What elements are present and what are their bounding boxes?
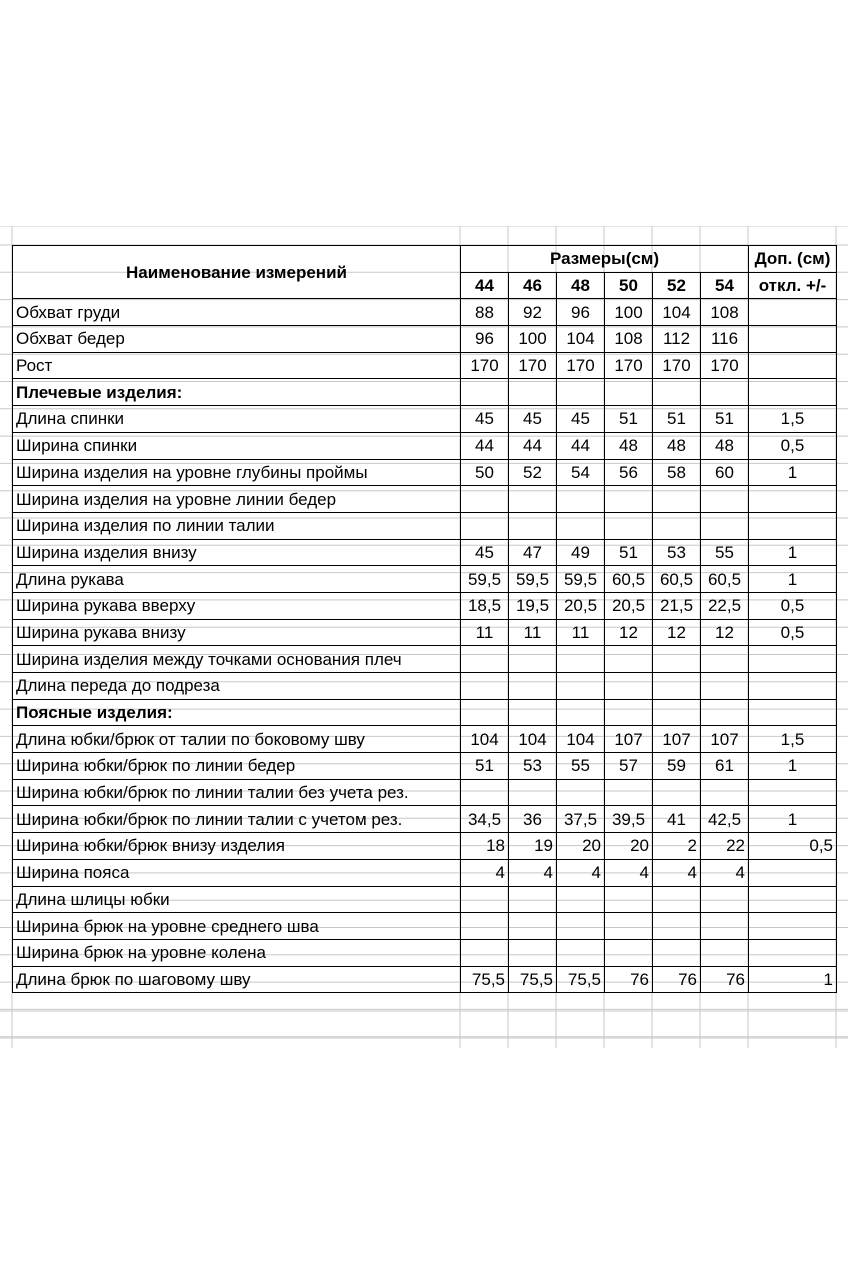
size-value-cell: 51 — [701, 406, 749, 433]
table-row — [13, 326, 837, 353]
size-value-cell: 48 — [701, 432, 749, 459]
size-value-cell — [653, 699, 701, 726]
size-value-cell: 22 — [701, 833, 749, 860]
size-value-cell: 104 — [509, 726, 557, 753]
size-value-cell — [557, 699, 605, 726]
size-value-cell — [509, 379, 557, 406]
size-value-cell: 44 — [461, 432, 509, 459]
measurement-name: Ширина юбки/брюк по линии бедер — [13, 753, 461, 780]
measurement-name: Плечевые изделия: — [13, 379, 461, 406]
header-tolerance-title: Доп. (см) — [749, 246, 837, 273]
size-value-cell: 19 — [509, 833, 557, 860]
size-value-cell: 12 — [605, 619, 653, 646]
measurement-name: Поясные изделия: — [13, 699, 461, 726]
size-value-cell: 108 — [605, 326, 653, 353]
size-value-cell — [605, 379, 653, 406]
size-value-cell — [461, 699, 509, 726]
size-value-cell — [605, 512, 653, 539]
size-value-cell: 2 — [653, 833, 701, 860]
table-row — [13, 379, 837, 406]
header-size: 54 — [701, 272, 749, 299]
size-value-cell: 18 — [461, 833, 509, 860]
measurement-name: Ширина юбки/брюк по линии талии с учетом рез. — [13, 806, 461, 833]
size-value-cell — [557, 939, 605, 966]
size-value-cell: 51 — [605, 539, 653, 566]
size-value-cell — [461, 379, 509, 406]
size-value-cell — [461, 886, 509, 913]
size-value-cell — [653, 512, 701, 539]
size-value-cell: 37,5 — [557, 806, 605, 833]
table-row — [13, 459, 837, 486]
tolerance-cell — [749, 379, 837, 406]
size-value-cell: 92 — [509, 299, 557, 326]
measurement-name: Длина спинки — [13, 406, 461, 433]
size-value-cell — [653, 913, 701, 940]
size-value-cell — [701, 913, 749, 940]
tolerance-cell — [749, 299, 837, 326]
tolerance-cell — [749, 886, 837, 913]
tolerance-cell: 1 — [749, 806, 837, 833]
table-row — [13, 592, 837, 619]
measurement-name: Ширина юбки/брюк внизу изделия — [13, 833, 461, 860]
table-row — [13, 806, 837, 833]
table-row — [13, 512, 837, 539]
size-value-cell — [557, 779, 605, 806]
tolerance-cell — [749, 352, 837, 379]
size-value-cell — [509, 673, 557, 700]
size-value-cell — [653, 939, 701, 966]
size-value-cell — [557, 913, 605, 940]
size-value-cell: 96 — [461, 326, 509, 353]
size-value-cell — [605, 939, 653, 966]
size-value-cell: 59,5 — [461, 566, 509, 593]
size-value-cell: 76 — [653, 966, 701, 993]
size-value-cell: 170 — [509, 352, 557, 379]
size-value-cell: 107 — [653, 726, 701, 753]
size-value-cell — [653, 646, 701, 673]
measurement-name: Обхват бедер — [13, 326, 461, 353]
tolerance-cell: 1 — [749, 753, 837, 780]
tolerance-cell — [749, 512, 837, 539]
size-value-cell — [509, 646, 557, 673]
header-size: 48 — [557, 272, 605, 299]
size-value-cell: 107 — [701, 726, 749, 753]
size-value-cell — [701, 673, 749, 700]
measurement-name: Ширина изделия между точками основания плеч — [13, 646, 461, 673]
tolerance-cell — [749, 673, 837, 700]
measurement-name: Ширина рукава вверху — [13, 592, 461, 619]
size-value-cell: 58 — [653, 459, 701, 486]
size-value-cell: 88 — [461, 299, 509, 326]
size-value-cell — [701, 939, 749, 966]
size-value-cell: 59 — [653, 753, 701, 780]
size-value-cell: 11 — [461, 619, 509, 646]
tolerance-cell — [749, 699, 837, 726]
table-row — [13, 699, 837, 726]
size-value-cell: 55 — [701, 539, 749, 566]
size-value-cell: 12 — [653, 619, 701, 646]
size-value-cell: 170 — [701, 352, 749, 379]
size-value-cell: 61 — [701, 753, 749, 780]
size-value-cell: 49 — [557, 539, 605, 566]
measurement-name: Длина рукава — [13, 566, 461, 593]
size-value-cell — [605, 886, 653, 913]
size-value-cell: 4 — [557, 859, 605, 886]
tolerance-cell: 1 — [749, 539, 837, 566]
tolerance-cell — [749, 939, 837, 966]
tolerance-cell: 0,5 — [749, 592, 837, 619]
size-value-cell: 42,5 — [701, 806, 749, 833]
measurement-name: Длина брюк по шаговому шву — [13, 966, 461, 993]
header-sizes-title: Размеры(см) — [461, 246, 749, 273]
size-value-cell: 75,5 — [509, 966, 557, 993]
table-row — [13, 886, 837, 913]
size-value-cell: 76 — [701, 966, 749, 993]
size-value-cell: 4 — [461, 859, 509, 886]
header-tolerance-sub: откл. +/- — [749, 272, 837, 299]
measurement-name: Длина шлицы юбки — [13, 886, 461, 913]
size-value-cell — [701, 646, 749, 673]
size-value-cell — [509, 512, 557, 539]
size-value-cell: 170 — [653, 352, 701, 379]
size-value-cell — [653, 486, 701, 513]
header-size: 46 — [509, 272, 557, 299]
measurement-name: Ширина спинки — [13, 432, 461, 459]
size-value-cell — [701, 512, 749, 539]
size-value-cell: 116 — [701, 326, 749, 353]
size-value-cell: 60,5 — [605, 566, 653, 593]
size-value-cell: 56 — [605, 459, 653, 486]
tolerance-cell: 0,5 — [749, 833, 837, 860]
size-value-cell — [701, 379, 749, 406]
size-value-cell: 104 — [653, 299, 701, 326]
size-value-cell: 41 — [653, 806, 701, 833]
size-value-cell — [605, 699, 653, 726]
table-row — [13, 726, 837, 753]
table-row — [13, 673, 837, 700]
tolerance-cell — [749, 486, 837, 513]
table-row — [13, 406, 837, 433]
size-value-cell — [461, 486, 509, 513]
size-value-cell: 51 — [653, 406, 701, 433]
table-row — [13, 539, 837, 566]
size-value-cell: 4 — [605, 859, 653, 886]
size-value-cell: 45 — [461, 539, 509, 566]
size-value-cell — [557, 512, 605, 539]
size-value-cell: 20,5 — [557, 592, 605, 619]
size-value-cell: 51 — [461, 753, 509, 780]
measurement-name: Ширина изделия на уровне линии бедер — [13, 486, 461, 513]
measurement-name: Длина переда до подреза — [13, 673, 461, 700]
size-value-cell — [461, 673, 509, 700]
tolerance-cell — [749, 326, 837, 353]
size-value-cell: 170 — [557, 352, 605, 379]
measurement-name: Ширина пояса — [13, 859, 461, 886]
size-value-cell — [509, 699, 557, 726]
measurement-name: Рост — [13, 352, 461, 379]
size-value-cell: 45 — [509, 406, 557, 433]
size-value-cell: 36 — [509, 806, 557, 833]
size-value-cell: 60,5 — [653, 566, 701, 593]
header-size: 44 — [461, 272, 509, 299]
size-value-cell: 60,5 — [701, 566, 749, 593]
size-value-cell — [653, 779, 701, 806]
size-value-cell: 4 — [701, 859, 749, 886]
size-value-cell — [653, 886, 701, 913]
size-value-cell: 47 — [509, 539, 557, 566]
tolerance-cell — [749, 646, 837, 673]
size-value-cell — [701, 886, 749, 913]
size-value-cell: 39,5 — [605, 806, 653, 833]
table-row — [13, 299, 837, 326]
size-value-cell: 59,5 — [509, 566, 557, 593]
size-value-cell — [653, 673, 701, 700]
size-value-cell: 170 — [605, 352, 653, 379]
size-value-cell: 18,5 — [461, 592, 509, 619]
size-value-cell: 20 — [557, 833, 605, 860]
size-value-cell: 22,5 — [701, 592, 749, 619]
size-value-cell — [557, 886, 605, 913]
size-value-cell — [461, 512, 509, 539]
table-row — [13, 859, 837, 886]
size-value-cell — [605, 486, 653, 513]
size-value-cell: 104 — [557, 726, 605, 753]
tolerance-cell: 1 — [749, 966, 837, 993]
measurement-table — [12, 245, 837, 993]
measurement-name: Обхват груди — [13, 299, 461, 326]
size-value-cell — [557, 486, 605, 513]
size-value-cell: 4 — [509, 859, 557, 886]
size-value-cell: 108 — [701, 299, 749, 326]
size-value-cell: 100 — [605, 299, 653, 326]
size-value-cell: 53 — [653, 539, 701, 566]
size-value-cell — [605, 646, 653, 673]
size-value-cell — [605, 673, 653, 700]
size-value-cell: 48 — [653, 432, 701, 459]
measurement-name: Длина юбки/брюк от талии по боковому шву — [13, 726, 461, 753]
measurement-name: Ширина рукава внизу — [13, 619, 461, 646]
size-value-cell: 170 — [461, 352, 509, 379]
size-value-cell: 52 — [509, 459, 557, 486]
size-value-cell: 57 — [605, 753, 653, 780]
size-value-cell: 20 — [605, 833, 653, 860]
size-value-cell: 4 — [653, 859, 701, 886]
size-value-cell — [461, 913, 509, 940]
tolerance-cell: 1,5 — [749, 726, 837, 753]
size-value-cell — [461, 646, 509, 673]
size-value-cell — [509, 779, 557, 806]
table-row — [13, 779, 837, 806]
size-value-cell: 54 — [557, 459, 605, 486]
size-value-cell: 75,5 — [461, 966, 509, 993]
measurement-name: Ширина изделия на уровне глубины проймы — [13, 459, 461, 486]
size-value-cell: 75,5 — [557, 966, 605, 993]
tolerance-cell: 1,5 — [749, 406, 837, 433]
size-value-cell: 51 — [605, 406, 653, 433]
table-row — [13, 432, 837, 459]
size-value-cell — [509, 486, 557, 513]
header-name-column: Наименование измерений — [13, 246, 461, 299]
size-value-cell — [461, 939, 509, 966]
size-value-cell — [605, 913, 653, 940]
tolerance-cell — [749, 859, 837, 886]
tolerance-cell — [749, 779, 837, 806]
size-value-cell: 76 — [605, 966, 653, 993]
size-value-cell: 44 — [557, 432, 605, 459]
table-row — [13, 833, 837, 860]
size-value-cell — [509, 913, 557, 940]
size-value-cell: 11 — [509, 619, 557, 646]
table-row — [13, 352, 837, 379]
size-value-cell — [701, 486, 749, 513]
size-value-cell: 48 — [605, 432, 653, 459]
size-value-cell: 55 — [557, 753, 605, 780]
size-value-cell: 34,5 — [461, 806, 509, 833]
size-value-cell: 44 — [509, 432, 557, 459]
size-value-cell: 21,5 — [653, 592, 701, 619]
size-value-cell: 104 — [557, 326, 605, 353]
size-value-cell: 60 — [701, 459, 749, 486]
tolerance-cell: 1 — [749, 459, 837, 486]
table-row — [13, 619, 837, 646]
size-value-cell — [509, 886, 557, 913]
tolerance-cell — [749, 913, 837, 940]
table-row — [13, 753, 837, 780]
size-value-cell: 100 — [509, 326, 557, 353]
size-value-cell: 112 — [653, 326, 701, 353]
size-value-cell — [557, 646, 605, 673]
size-value-cell: 11 — [557, 619, 605, 646]
table-row — [13, 646, 837, 673]
size-value-cell: 45 — [557, 406, 605, 433]
header-size: 52 — [653, 272, 701, 299]
size-value-cell — [461, 779, 509, 806]
table-row — [13, 966, 837, 993]
measurement-name: Ширина брюк на уровне среднего шва — [13, 913, 461, 940]
size-value-cell — [653, 379, 701, 406]
size-value-cell — [557, 673, 605, 700]
table-row — [13, 939, 837, 966]
measurement-name: Ширина юбки/брюк по линии талии без учета рез. — [13, 779, 461, 806]
table-row — [13, 486, 837, 513]
tolerance-cell: 1 — [749, 566, 837, 593]
tolerance-cell: 0,5 — [749, 432, 837, 459]
measurement-name: Ширина изделия по линии талии — [13, 512, 461, 539]
size-value-cell: 45 — [461, 406, 509, 433]
header-row-1 — [13, 246, 837, 273]
table-row — [13, 913, 837, 940]
table-row — [13, 566, 837, 593]
size-value-cell: 53 — [509, 753, 557, 780]
measurement-name: Ширина изделия внизу — [13, 539, 461, 566]
size-value-cell: 107 — [605, 726, 653, 753]
tolerance-cell: 0,5 — [749, 619, 837, 646]
size-value-cell — [557, 379, 605, 406]
size-value-cell: 104 — [461, 726, 509, 753]
size-value-cell: 96 — [557, 299, 605, 326]
size-value-cell — [701, 779, 749, 806]
size-value-cell — [605, 779, 653, 806]
size-value-cell — [701, 699, 749, 726]
size-value-cell: 12 — [701, 619, 749, 646]
size-value-cell: 50 — [461, 459, 509, 486]
size-value-cell: 19,5 — [509, 592, 557, 619]
size-value-cell: 59,5 — [557, 566, 605, 593]
size-value-cell — [509, 939, 557, 966]
measurement-name: Ширина брюк на уровне колена — [13, 939, 461, 966]
size-value-cell: 20,5 — [605, 592, 653, 619]
header-size: 50 — [605, 272, 653, 299]
